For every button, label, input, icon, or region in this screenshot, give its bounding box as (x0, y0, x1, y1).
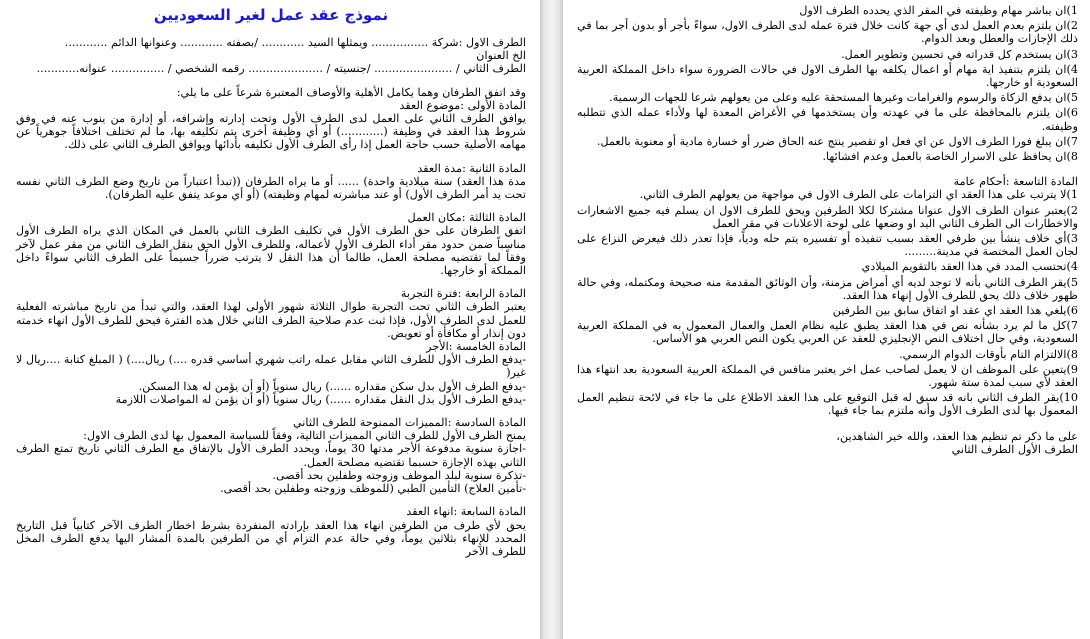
article1-heading: المادة الأولى :موضوع العقد (399, 98, 526, 112)
article2-body: مدة هذا العقد) سنة ميلادية واحدة) ...... أو ما يراه الطرفان ((تبدأ اعتباراً من تاريخ وضع الطرف الثاني نفسه تحت يد أمر الطرف الأول) أو عند مباشرته لمهام وظيفته) (أو أي موعد يتفق عليه الطرفان). (16, 174, 526, 202)
party1-line: الطرف الاول :شركة ................ ويمثلها السيد ............ /بصفته ............ وعنوانها الدائم ............ (64, 36, 526, 49)
article7-body: يحق لأي طرف من الطرفين انهاء هذا العقد بإرادته المنفردة بشرط اخطار الطرف الآخر كتابياً قبل التاريخ المحدد للإنهاء بثلاثين يوماً، وفي حالة عدم التزام أي من الطرفين بالمدة المشار اليها يدفع الطرف المخل للطرف الآخر (16, 518, 526, 558)
article4-body: يعتبر الطرف الثاني تحت التجربة طوال الثلاثة شهور الأولى لهذا العقد، والتي تبدأ من تاريخ مباشرته الفعلية للعمل لدى الطرف الأول، فإذا ثبت عدم صلاحية الطرف الثاني خلال هذه الفترة فيحق للطرف الأول انهاء خدمته دون إنذار أو مكافأة أو تعويض. (16, 300, 526, 340)
article2-heading: المادة الثانية :مدة العقد (417, 161, 526, 175)
page-gutter (540, 0, 563, 639)
article1-body: يوافق الطرف الثاني على العمل لدى الطرف الأول وتحت إدارته وإشرافه، أو إدارة من ينوب عنه في وفق شروط هذا العقد في وظيفة (............) أو أي وظيفة أخرى يتم تكليفه بها، ما لم تختلف اختلافاً جوهرياً عن مهامه الأصلية حسب حاجة العمل إذا رأى الطرف الأول تكليفه بأدائها ويوافق الطرف الثاني على ذلك. (16, 112, 526, 152)
article5-transport: -يدفع الطرف الأول بدل النقل مقداره ......) ريال سنوياً (أو أن يؤمن له المواصلات اللازمة (115, 392, 526, 406)
article5-heading: المادة الخامسة :الأجر (426, 340, 526, 354)
article3-heading: المادة الثالثة :مكان العمل (407, 211, 526, 225)
article3-body: اتفق الطرفان على حق الطرف الأول في تكليف الطرف الثاني بالعمل في المكان الذي يراه الطرف الأول مناسباً ضمن حدود مقر أداء الطرف الأول لأعماله، وللطرف الأول الحق بنقل الطرف الثاني من مقر عمل لآخر وفقاً لما تقتضيه مصلحة العمل، طالما أن هذا النقل لا يترتب ضرراً جسيماً على الطرف الثاني سواءً داخل المملكة أو خارجها. (16, 224, 526, 278)
obligation-item: 5)ان يدفع الزكاة والرسوم والغرامات وغيرها المستحقة عليه وعلى من يعولهم شرعا للجهات الرسمية. (609, 91, 1078, 105)
general-provision-item: 8)الالتزام التام بأوقات الدوام الرسمي. (899, 347, 1078, 361)
document-title: نموذج عقد عمل لغير السعوديين (153, 6, 389, 24)
article6-ticket: -تذكرة سنوية لبلد الموظف وزوجته وطفلين بحد أقصى. (272, 468, 526, 482)
general-provision-item: 1)لا يترتب على هذا العقد اي التزامات على الطرف الاول في مواجهة من يعولهم الطرف الثاني. (639, 188, 1078, 202)
article4-heading: المادة الرابعة :فترة التجربة (400, 287, 526, 301)
article6-leave: -اجازة سنوية مدفوعة الأجر مدتها 30 يوماً، ويحدد الطرف الأول بالإتفاق مع الطرف الثاني تاريخ تمتع الطرف الثاني بهذه الإجازة حسبما تقتضيه مصلحة العمل. (16, 442, 526, 469)
contract-intro: وقد اتفق الطرفان وهما يكامل الأهلية والأوصاف المعتبرة شرعاً على ما يلي: (176, 85, 526, 99)
general-provision-item: 6)يلغي هذا العقد اي عقد او اتفاق سابق بين الطرفين (832, 304, 1078, 318)
article9-heading: المادة التاسعة :أحكام عامة (953, 175, 1078, 189)
general-provision-item: 5)يقر الطرف الثاني بأنه لا توجد لديه أي أمراض مزمنة، وأن الوثائق المقدمة منه صحيحة ومكتمله، وفي حالة ظهور خلاف ذلك يحق للطرف الأول إنهاء هذا العقد. (577, 275, 1078, 302)
article5-housing: -يدفع الطرف الأول بدل سكن مقداره ......) ريال سنوياً (أو أن يؤمن له هذا المسكن. (138, 379, 526, 393)
general-provisions-list (577, 188, 1078, 417)
obligation-item: 1)ان يباشر مهام وظيفته في المقر الذي يحدده الطرف الاول (799, 4, 1078, 17)
party1-address-line: الخ العنوان (476, 49, 526, 63)
obligation-item: 8)ان يحافظ على الاسرار الخاصة بالعمل وعدم افشائها. (822, 150, 1078, 164)
obligation-item: 7)ان يبلغ فورا الطرف الاول عن اي فعل او تقصير ينتج عنه الحاق ضرر أو خسارة مادية أو معنوية بالعمل. (596, 134, 1078, 148)
article5-salary: -يدفع الطرف الأول للطرف الثاني مقابل عمله راتب شهري أساسي قدره ....) ريال....) ( المبلغ كتابة ....ريال لا غير( (16, 353, 526, 380)
signature-line: الطرف الأول الطرف الثاني (951, 442, 1078, 456)
obligation-item: 2)ان يلتزم بعدم العمل لدى أي جهة كانت خلال فترة عمله لدى الطرف الاول، سواءً بأجر أو بدون أجر بما في ذلك الإجازات والعطل وبعد الدوام. (577, 19, 1078, 46)
obligation-item: 3)ان يستخدم كل قدراته في تحسين وتطوير العمل. (841, 47, 1078, 61)
general-provision-item: 2)يعتبر عنوان الطرف الاول عنوانا مشتركا لكلا الطرفين ويحق للطرف الاول ان يسلم فيه جميع الاشعارات والاخطارات الى الطرف الثاني اليد او وضعها على لوحة الاعلانات في مقر العمل (577, 203, 1078, 230)
general-provision-item: 10)يقر الطرف الثاني بانه قد سبق له قبل التوقيع على هذا العقد الاطلاع على ما جاء في لائحة تنظيم العمل المعمول بها لدى الطرف الأول وأنه ملتزم بما جاء فيها. (577, 391, 1078, 418)
general-provision-item: 7)كل ما لم يرد بشأنه نص في هذا العقد يطبق عليه نظام العمل والعمال المعمول به في المملكة العربية السعودية، وفي حال اختلاف النص الإنجليزي للعقد عن العربي يكون النص العربي هو الأساس. (577, 319, 1078, 346)
obligations-list (577, 4, 1078, 163)
closing-statement: على ما ذكر تم تنظيم هذا العقد، والله خير الشاهدين، (836, 429, 1078, 443)
article7-heading: المادة السابعة :انهاء العقد (406, 505, 526, 519)
document-body-left (16, 6, 526, 558)
obligation-item: 6)ان يلتزم بالمحافظة على ما في عهدته وأن يستخدمها في الأغراض المعدة لها ولأداء عمله الذي تتطلبه وظيفته. (577, 106, 1078, 133)
document-page-left (0, 0, 540, 639)
document-body-right (577, 4, 1078, 456)
article6-intro: يمنح الطرف الأول للطرف الثاني المميزات التالية، وفقاً للسياسة المعمول بها لدى الطرف الاول: (83, 429, 526, 443)
document-page-right (563, 0, 1090, 639)
general-provision-item: 3)أي خلاف ينشأ بين طرفي العقد بسبب تنفيذه أو تفسيره يتم حله ودياً، فإذا تعذر ذلك فيعرض النزاع على لجان العمل المختصة في مدينة......... (577, 232, 1078, 259)
general-provision-item: 4)تحتسب المدد في هذا العقد بالتقويم الميلادي (861, 260, 1078, 274)
article6-insurance: -تأمين العلاج) التأمين الطبي (للموظف وزوجته وطفلين بحد أقصى. (220, 482, 526, 496)
general-provision-item: 9)يتعين على الموظف ان لا يعمل لصاحب عمل اخر يعتبر منافس في المملكة العربية السعودية بعد انتهاء هذا العقد لأي سبب لمدة ستة شهور. (577, 362, 1078, 390)
article6-heading: المادة السادسة :المميزات الممنوحة للطرف الثاني (292, 416, 526, 430)
party2-line: الطرف الثاني / ...................... /جنسيته / ..................... رقمه الشخصي / ............... عنوانه............ (36, 62, 526, 76)
obligation-item: 4)ان يلتزم بتنفيذ اية مهام أو اعمال يكلفه بها الطرف الاول في حالات الضرورة سواء داخل المملكة العربية السعودية او خارجها. (577, 62, 1078, 90)
